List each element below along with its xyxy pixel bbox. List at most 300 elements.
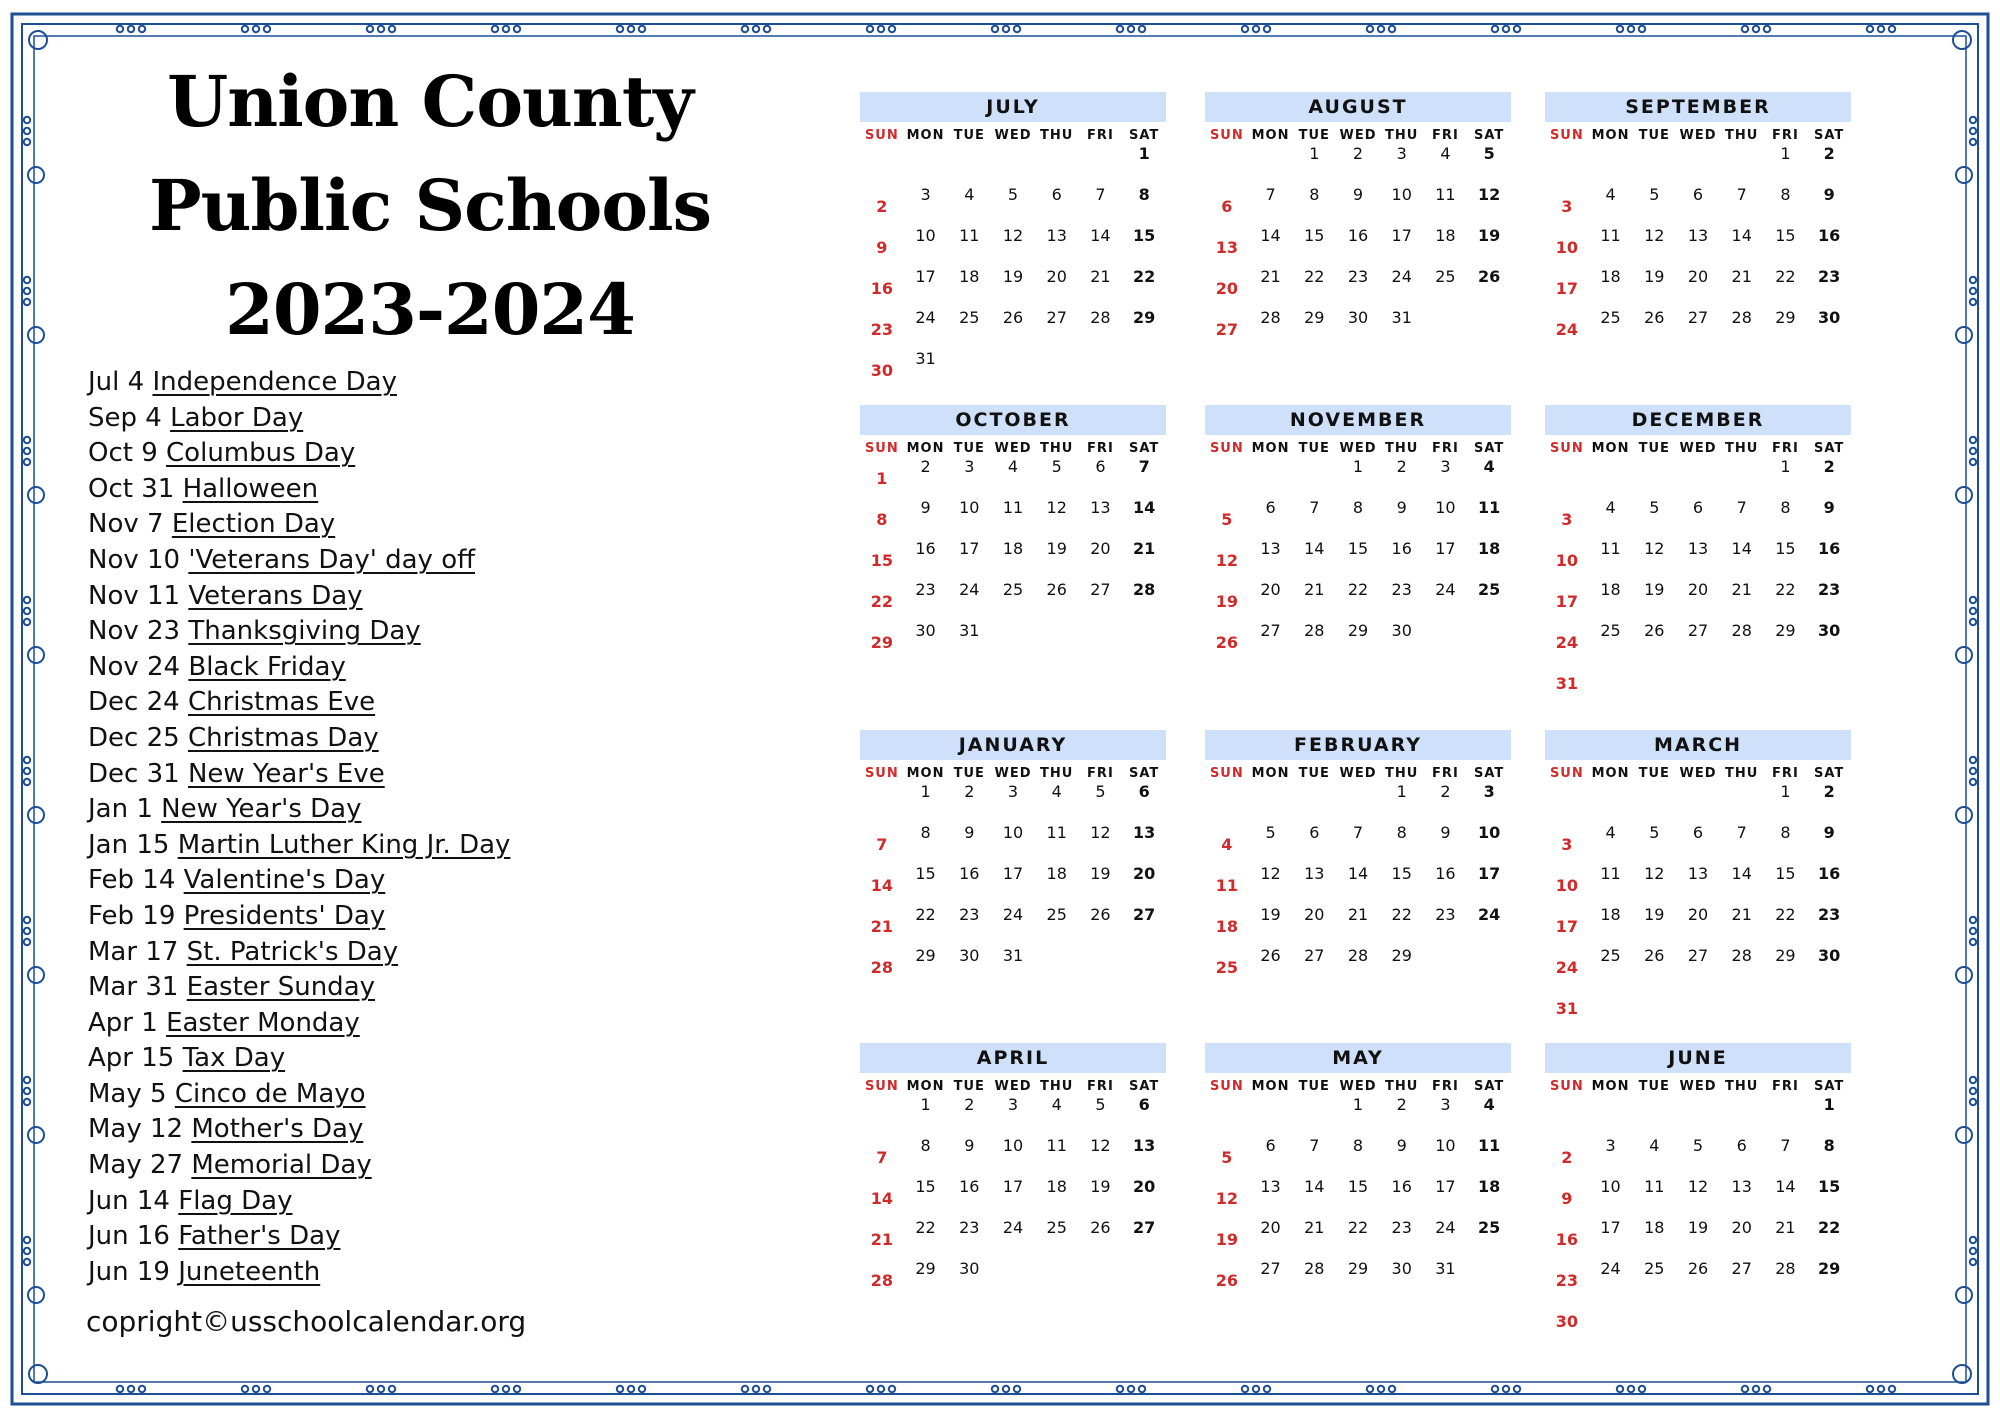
day-cell: 23 xyxy=(1818,267,1841,286)
day-cell: 12 xyxy=(1644,539,1665,558)
day-cell: 12 xyxy=(1215,1189,1238,1208)
day-cell: 22 xyxy=(1775,905,1796,924)
day-cell: 9 xyxy=(920,498,931,517)
day-cell: 28 xyxy=(1731,946,1752,965)
weekday-label: MON xyxy=(1591,1079,1630,1094)
day-cell: 19 xyxy=(1260,905,1281,924)
day-cell: 26 xyxy=(1090,905,1111,924)
day-cell: 11 xyxy=(959,226,980,245)
weekday-label: WED xyxy=(1679,1079,1717,1094)
day-cell: 21 xyxy=(1775,1218,1796,1237)
day-cell: 6 xyxy=(1221,197,1233,216)
month-header: AUGUST xyxy=(1205,92,1511,122)
day-cell: 2 xyxy=(1396,1095,1407,1114)
day-cell: 29 xyxy=(1347,621,1369,640)
day-grid xyxy=(1205,781,1511,986)
day-cell: 30 xyxy=(1818,946,1841,965)
day-cell: 26 xyxy=(1478,267,1501,286)
title-line-3: 2023-2024 xyxy=(225,268,635,351)
weekday-label: SUN xyxy=(864,128,899,143)
day-cell: 13 xyxy=(1687,539,1709,558)
day-cell: 27 xyxy=(1133,1218,1156,1237)
weekday-row xyxy=(860,441,1166,456)
day-cell: 28 xyxy=(1133,580,1156,599)
day-cell: 18 xyxy=(1046,1177,1067,1196)
day-cell: 23 xyxy=(870,320,893,339)
day-cell: 23 xyxy=(1555,1271,1578,1290)
weekday-label: FRI xyxy=(1772,1079,1799,1094)
holiday-item xyxy=(88,543,808,579)
weekday-label: SUN xyxy=(864,441,899,456)
weekday-label: FRI xyxy=(1432,1079,1459,1094)
day-cell: 15 xyxy=(1347,1177,1369,1196)
day-grid xyxy=(860,456,1166,661)
day-cell: 10 xyxy=(1555,876,1578,895)
day-cell: 1 xyxy=(1309,144,1320,163)
holiday-link[interactable]: Columbus Day xyxy=(166,438,356,469)
holiday-item xyxy=(88,614,808,650)
day-cell: 3 xyxy=(1561,835,1573,854)
day-cell: 30 xyxy=(1818,621,1841,640)
weekday-label: SAT xyxy=(1128,1079,1160,1094)
holiday-item xyxy=(88,1006,808,1042)
holiday-link[interactable]: Juneteenth xyxy=(178,1256,321,1287)
day-cell: 28 xyxy=(1731,621,1752,640)
holiday-link[interactable]: Black Friday xyxy=(188,651,346,682)
holiday-date: Nov 10 xyxy=(88,544,181,575)
weekday-label: WED xyxy=(994,441,1032,456)
day-cell: 4 xyxy=(1440,144,1451,163)
weekday-label: SUN xyxy=(1209,441,1244,456)
day-grid xyxy=(1545,1094,1851,1340)
weekday-label: SAT xyxy=(1128,128,1160,143)
day-cell: 27 xyxy=(1687,621,1709,640)
day-cell: 16 xyxy=(1818,864,1841,883)
day-cell: 5 xyxy=(1649,498,1660,517)
day-cell: 12 xyxy=(1687,1177,1709,1196)
holiday-item xyxy=(88,365,808,401)
day-cell: 23 xyxy=(1435,905,1456,924)
holiday-link[interactable]: New Year's Eve xyxy=(187,758,385,789)
day-cell: 22 xyxy=(1775,267,1796,286)
holiday-link[interactable]: Martin Luther King Jr. Day xyxy=(177,829,511,860)
holiday-link[interactable]: Father's Day xyxy=(178,1221,341,1252)
weekday-row xyxy=(860,766,1166,781)
page-title xyxy=(90,50,770,362)
day-cell: 4 xyxy=(1483,457,1495,476)
day-cell: 8 xyxy=(876,510,888,529)
day-cell: 20 xyxy=(1090,539,1111,558)
holiday-link[interactable]: Veterans Day xyxy=(188,580,363,611)
day-cell: 25 xyxy=(1046,1218,1067,1237)
holiday-link[interactable]: Valentine's Day xyxy=(183,865,386,896)
day-cell: 19 xyxy=(1644,580,1665,599)
day-cell: 16 xyxy=(1391,539,1412,558)
day-cell: 11 xyxy=(1215,876,1238,895)
weekday-row xyxy=(1545,766,1851,781)
weekday-label: WED xyxy=(1679,766,1717,781)
holiday-item xyxy=(88,828,808,864)
day-cell: 17 xyxy=(1600,1218,1621,1237)
holiday-link[interactable]: Christmas Day xyxy=(187,722,379,753)
day-cell: 29 xyxy=(870,633,893,652)
weekday-label: MON xyxy=(1591,441,1630,456)
day-cell: 21 xyxy=(1304,1218,1325,1237)
day-cell: 10 xyxy=(1435,498,1456,517)
day-cell: 3 xyxy=(964,457,975,476)
day-cell: 10 xyxy=(1600,1177,1621,1196)
day-cell: 15 xyxy=(1775,226,1796,245)
weekday-label: FRI xyxy=(1087,1079,1114,1094)
day-cell: 8 xyxy=(1780,185,1791,204)
holiday-link[interactable]: Presidents' Day xyxy=(183,900,386,931)
day-cell: 7 xyxy=(876,1148,888,1167)
day-cell: 3 xyxy=(1440,1095,1451,1114)
day-cell: 9 xyxy=(1396,1136,1407,1155)
weekday-label: TUE xyxy=(953,1079,985,1094)
holiday-item xyxy=(88,792,808,828)
day-cell: 18 xyxy=(1435,226,1456,245)
day-cell: 14 xyxy=(1304,1177,1325,1196)
day-cell: 6 xyxy=(1138,782,1150,801)
day-cell: 3 xyxy=(1007,1095,1019,1114)
day-cell: 2 xyxy=(1823,782,1835,801)
day-cell: 30 xyxy=(1555,1312,1578,1331)
day-cell: 24 xyxy=(1002,905,1024,924)
day-cell: 20 xyxy=(1133,864,1156,883)
weekday-label: WED xyxy=(1339,128,1377,143)
day-cell: 29 xyxy=(915,1259,936,1278)
day-cell: 18 xyxy=(1644,1218,1665,1237)
day-cell: 26 xyxy=(1002,308,1024,327)
weekday-label: MON xyxy=(1251,766,1290,781)
holiday-link[interactable]: Flag Day xyxy=(178,1185,293,1216)
day-cell: 7 xyxy=(1138,457,1150,476)
day-cell: 28 xyxy=(1731,308,1752,327)
day-cell: 17 xyxy=(915,267,936,286)
holiday-date: Oct 9 xyxy=(88,438,158,469)
weekday-row xyxy=(860,1079,1166,1094)
month-header: FEBRUARY xyxy=(1205,730,1511,760)
day-cell: 24 xyxy=(1435,580,1456,599)
holiday-date: Oct 31 xyxy=(88,473,175,504)
holiday-item xyxy=(88,1112,808,1148)
day-cell: 30 xyxy=(1391,621,1412,640)
weekday-row xyxy=(1205,1079,1511,1094)
day-cell: 15 xyxy=(1347,539,1369,558)
weekday-row xyxy=(1205,441,1511,456)
weekday-row xyxy=(1205,766,1511,781)
day-cell: 31 xyxy=(1002,946,1024,965)
day-cell: 8 xyxy=(1396,823,1407,842)
weekday-label: SUN xyxy=(1549,766,1584,781)
day-cell: 18 xyxy=(1600,580,1621,599)
weekday-label: FRI xyxy=(1087,766,1114,781)
day-cell: 4 xyxy=(964,185,975,204)
day-cell: 4 xyxy=(1649,1136,1660,1155)
holiday-date: Nov 23 xyxy=(88,616,181,647)
weekday-label: MON xyxy=(1591,128,1630,143)
month-header: APRIL xyxy=(860,1043,1166,1073)
day-cell: 13 xyxy=(1304,864,1325,883)
day-cell: 20 xyxy=(1304,905,1325,924)
day-cell: 13 xyxy=(1687,864,1709,883)
day-cell: 18 xyxy=(1478,1177,1501,1196)
holiday-link[interactable]: Christmas Eve xyxy=(187,687,376,718)
holiday-link[interactable]: Memorial Day xyxy=(191,1150,372,1181)
day-cell: 4 xyxy=(1483,1095,1495,1114)
weekday-label: THU xyxy=(1040,1079,1074,1094)
day-cell: 30 xyxy=(959,946,980,965)
day-cell: 28 xyxy=(1304,621,1325,640)
month-january xyxy=(860,730,1166,986)
holiday-item xyxy=(88,401,808,437)
holiday-link[interactable]: St. Patrick's Day xyxy=(186,936,399,967)
day-cell: 23 xyxy=(959,905,980,924)
weekday-label: TUE xyxy=(1298,1079,1330,1094)
holiday-link[interactable]: Thanksgiving Day xyxy=(188,616,421,647)
day-cell: 26 xyxy=(1090,1218,1111,1237)
holiday-link[interactable]: Halloween xyxy=(182,473,319,504)
day-cell: 28 xyxy=(1090,308,1111,327)
day-cell: 14 xyxy=(1347,864,1369,883)
holiday-date: Apr 15 xyxy=(88,1043,175,1074)
day-cell: 4 xyxy=(1605,498,1616,517)
holiday-date: Mar 17 xyxy=(88,936,179,967)
day-cell: 26 xyxy=(1644,946,1665,965)
weekday-label: TUE xyxy=(1638,441,1670,456)
holiday-link[interactable]: Mother's Day xyxy=(191,1114,364,1145)
weekday-label: TUE xyxy=(953,766,985,781)
day-cell: 13 xyxy=(1260,539,1281,558)
day-cell: 5 xyxy=(1692,1136,1704,1155)
month-october xyxy=(860,405,1166,661)
day-cell: 15 xyxy=(1304,226,1325,245)
day-cell: 28 xyxy=(1260,308,1281,327)
day-cell: 18 xyxy=(959,267,980,286)
day-cell: 23 xyxy=(1818,580,1841,599)
day-cell: 2 xyxy=(1352,144,1364,163)
day-cell: 19 xyxy=(1090,1177,1111,1196)
day-cell: 29 xyxy=(1775,946,1796,965)
day-cell: 29 xyxy=(1818,1259,1841,1278)
day-cell: 25 xyxy=(1002,580,1024,599)
weekday-label: SAT xyxy=(1128,766,1160,781)
day-cell: 22 xyxy=(1775,580,1796,599)
holiday-date: Jun 19 xyxy=(88,1256,170,1287)
day-cell: 24 xyxy=(1600,1259,1621,1278)
weekday-row xyxy=(1545,128,1851,143)
day-cell: 17 xyxy=(1391,226,1412,245)
weekday-label: WED xyxy=(994,766,1032,781)
day-cell: 9 xyxy=(1823,823,1835,842)
day-cell: 26 xyxy=(1644,621,1665,640)
day-cell: 11 xyxy=(1600,539,1621,558)
holiday-link[interactable]: Labor Day xyxy=(170,402,304,433)
day-cell: 15 xyxy=(915,864,936,883)
day-cell: 29 xyxy=(915,946,936,965)
weekday-label: SAT xyxy=(1813,766,1845,781)
holiday-link[interactable]: Election Day xyxy=(171,509,336,540)
day-grid xyxy=(860,781,1166,986)
day-cell: 11 xyxy=(1046,823,1067,842)
day-cell: 8 xyxy=(920,823,931,842)
day-cell: 9 xyxy=(876,238,888,257)
holiday-item xyxy=(88,721,808,757)
month-header: NOVEMBER xyxy=(1205,405,1511,435)
day-grid xyxy=(1205,143,1511,348)
day-cell: 17 xyxy=(1002,1177,1024,1196)
holiday-date: Nov 24 xyxy=(88,651,181,682)
day-cell: 20 xyxy=(1260,1218,1281,1237)
day-cell: 10 xyxy=(915,226,936,245)
day-cell: 9 xyxy=(1561,1189,1573,1208)
day-cell: 27 xyxy=(1687,308,1709,327)
day-cell: 21 xyxy=(1731,267,1752,286)
weekday-label: TUE xyxy=(953,128,985,143)
day-cell: 25 xyxy=(1600,946,1621,965)
day-cell: 18 xyxy=(1002,539,1024,558)
day-cell: 30 xyxy=(1347,308,1369,327)
day-cell: 23 xyxy=(1391,1218,1412,1237)
weekday-label: THU xyxy=(1040,128,1074,143)
day-cell: 1 xyxy=(1396,782,1407,801)
day-cell: 1 xyxy=(1780,782,1791,801)
day-cell: 31 xyxy=(959,621,980,640)
day-cell: 13 xyxy=(1133,1136,1156,1155)
day-cell: 3 xyxy=(1440,457,1451,476)
day-cell: 22 xyxy=(1304,267,1325,286)
day-cell: 14 xyxy=(1133,498,1156,517)
day-cell: 27 xyxy=(1687,946,1709,965)
day-cell: 3 xyxy=(1561,197,1573,216)
holiday-link[interactable]: Easter Sunday xyxy=(186,972,376,1003)
holiday-date: Feb 19 xyxy=(88,900,176,931)
day-cell: 29 xyxy=(1775,621,1796,640)
day-cell: 23 xyxy=(959,1218,980,1237)
day-cell: 17 xyxy=(1435,1177,1456,1196)
weekday-label: SAT xyxy=(1813,1079,1845,1094)
day-cell: 6 xyxy=(1265,1136,1276,1155)
holiday-link[interactable]: 'Veterans Day' day off xyxy=(188,544,476,575)
day-cell: 4 xyxy=(1051,1095,1062,1114)
holiday-link[interactable]: Easter Monday xyxy=(166,1007,360,1038)
day-cell: 16 xyxy=(915,539,936,558)
day-cell: 17 xyxy=(1555,917,1578,936)
weekday-label: MON xyxy=(906,441,945,456)
day-cell: 13 xyxy=(1687,226,1709,245)
day-cell: 7 xyxy=(1309,1136,1320,1155)
holiday-date: Mar 31 xyxy=(88,972,179,1003)
day-cell: 5 xyxy=(1007,185,1019,204)
day-cell: 28 xyxy=(870,958,893,977)
day-cell: 18 xyxy=(1046,864,1067,883)
day-cell: 5 xyxy=(1483,144,1495,163)
day-cell: 14 xyxy=(870,876,893,895)
day-cell: 9 xyxy=(964,823,975,842)
day-cell: 11 xyxy=(1478,1136,1501,1155)
day-cell: 23 xyxy=(1818,905,1841,924)
weekday-label: THU xyxy=(1040,441,1074,456)
day-cell: 8 xyxy=(1780,498,1791,517)
day-cell: 26 xyxy=(1215,1271,1238,1290)
day-cell: 21 xyxy=(1133,539,1156,558)
day-cell: 20 xyxy=(1731,1218,1752,1237)
day-cell: 28 xyxy=(1347,946,1369,965)
day-cell: 2 xyxy=(1440,782,1451,801)
day-cell: 24 xyxy=(1555,633,1578,652)
month-march xyxy=(1545,730,1851,1027)
day-cell: 19 xyxy=(1215,1230,1238,1249)
day-cell: 10 xyxy=(1555,551,1578,570)
holiday-date: Sep 4 xyxy=(88,402,162,433)
holiday-link[interactable]: New Year's Day xyxy=(161,794,362,825)
day-cell: 20 xyxy=(1687,580,1709,599)
day-cell: 12 xyxy=(1478,185,1501,204)
day-cell: 26 xyxy=(1215,633,1238,652)
day-cell: 8 xyxy=(1352,1136,1364,1155)
day-cell: 25 xyxy=(1600,621,1621,640)
day-cell: 26 xyxy=(1644,308,1665,327)
day-cell: 30 xyxy=(915,621,936,640)
day-grid xyxy=(1205,456,1511,661)
day-cell: 21 xyxy=(1731,580,1752,599)
day-cell: 1 xyxy=(1823,1095,1835,1114)
day-cell: 2 xyxy=(1823,457,1835,476)
holiday-link[interactable]: Independence Day xyxy=(152,367,397,397)
holiday-date: Nov 7 xyxy=(88,509,164,540)
day-cell: 9 xyxy=(964,1136,975,1155)
day-cell: 10 xyxy=(1391,185,1412,204)
holiday-date: Dec 24 xyxy=(88,687,180,718)
weekday-label: TUE xyxy=(953,441,985,456)
day-cell: 11 xyxy=(1002,498,1024,517)
weekday-label: WED xyxy=(1679,441,1717,456)
holiday-date: Jan 1 xyxy=(88,794,153,825)
title-line-1: Union County xyxy=(167,60,693,143)
holiday-date: May 5 xyxy=(88,1078,167,1109)
holiday-link[interactable]: Tax Day xyxy=(182,1043,286,1074)
day-cell: 23 xyxy=(1347,267,1369,286)
month-may xyxy=(1205,1043,1511,1299)
weekday-label: THU xyxy=(1725,128,1759,143)
holiday-item xyxy=(88,899,808,935)
weekday-label: SAT xyxy=(1473,441,1505,456)
day-cell: 8 xyxy=(1823,1136,1835,1155)
holiday-item xyxy=(88,685,808,721)
day-cell: 5 xyxy=(1221,510,1233,529)
weekday-label: TUE xyxy=(1638,1079,1670,1094)
day-cell: 16 xyxy=(959,1177,980,1196)
weekday-label: MON xyxy=(906,128,945,143)
day-cell: 20 xyxy=(1046,267,1067,286)
holiday-link[interactable]: Cinco de Mayo xyxy=(174,1078,366,1109)
day-cell: 21 xyxy=(1731,905,1752,924)
holiday-date: Dec 31 xyxy=(88,758,180,789)
day-cell: 17 xyxy=(1435,539,1456,558)
weekday-label: FRI xyxy=(1087,128,1114,143)
weekday-label: SUN xyxy=(1209,766,1244,781)
day-cell: 3 xyxy=(1007,782,1019,801)
day-cell: 8 xyxy=(1780,823,1791,842)
day-cell: 7 xyxy=(1736,185,1747,204)
day-cell: 14 xyxy=(1731,864,1752,883)
weekday-label: TUE xyxy=(1638,128,1670,143)
day-cell: 1 xyxy=(920,782,931,801)
day-cell: 21 xyxy=(1304,580,1325,599)
day-cell: 10 xyxy=(1435,1136,1456,1155)
holiday-date: Feb 14 xyxy=(88,865,176,896)
